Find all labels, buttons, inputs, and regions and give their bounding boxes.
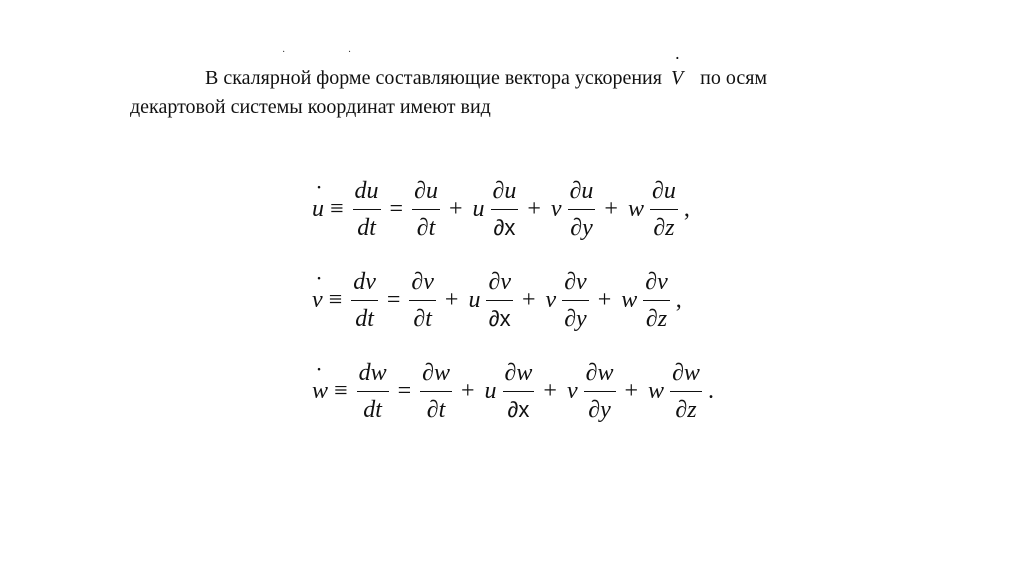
lhs-dot-symbol: ˙ v bbox=[312, 287, 323, 314]
intro-paragraph bbox=[130, 64, 910, 122]
equation-u bbox=[312, 165, 714, 254]
denominator: ∂t bbox=[416, 215, 436, 241]
coefficient: w bbox=[648, 378, 665, 404]
numerator: ∂v bbox=[562, 268, 589, 301]
equals-sign: = bbox=[386, 287, 401, 313]
trailing-punctuation: , bbox=[683, 196, 690, 222]
intro-line-1 bbox=[130, 64, 910, 93]
numerator: ∂v bbox=[643, 268, 670, 301]
numerator: dw bbox=[357, 359, 389, 392]
numerator: ∂u bbox=[491, 177, 519, 210]
denominator: ∂t bbox=[413, 306, 432, 332]
partial-y bbox=[568, 177, 596, 242]
coefficient: w bbox=[627, 196, 644, 222]
equiv-sign: ≡ bbox=[334, 378, 348, 404]
denominator: ∂y bbox=[570, 215, 593, 241]
denominator: ∂x bbox=[493, 215, 516, 240]
scan-specks: · · bbox=[282, 47, 382, 58]
lhs-dot-symbol: ˙ u bbox=[312, 196, 324, 223]
partial-y bbox=[584, 359, 616, 424]
numerator: du bbox=[353, 177, 381, 210]
partial-x bbox=[503, 359, 535, 424]
coefficient: u bbox=[468, 287, 481, 313]
intro-text-after: по осям bbox=[700, 67, 768, 89]
partial-t bbox=[420, 359, 452, 424]
numerator: ∂u bbox=[568, 177, 596, 210]
intro-line-2: декартовой системы координат имеют вид bbox=[130, 96, 491, 118]
partial-x bbox=[491, 177, 519, 242]
equiv-sign: ≡ bbox=[330, 196, 344, 222]
denominator: dt bbox=[355, 306, 374, 332]
coefficient: w bbox=[621, 287, 638, 313]
total-derivative bbox=[351, 268, 378, 333]
coefficient: u bbox=[472, 196, 485, 222]
denominator: ∂z bbox=[675, 397, 697, 423]
coefficient: v bbox=[550, 196, 562, 222]
coefficient: v bbox=[545, 287, 557, 313]
equals-sign: = bbox=[397, 378, 412, 404]
numerator: ∂w bbox=[503, 359, 535, 392]
trailing-punctuation: , bbox=[675, 287, 682, 313]
partial-x bbox=[486, 268, 513, 333]
partial-y bbox=[562, 268, 589, 333]
equation-v bbox=[312, 256, 714, 345]
numerator: ∂w bbox=[584, 359, 616, 392]
total-derivative bbox=[353, 177, 381, 242]
numerator: ∂v bbox=[486, 268, 513, 301]
partial-t bbox=[412, 177, 440, 242]
intro-text-before: В скалярной форме составляющие вектора ускорения bbox=[205, 67, 662, 89]
numerator: ∂v bbox=[409, 268, 436, 301]
denominator: ∂x bbox=[507, 397, 530, 422]
partial-z bbox=[670, 359, 702, 424]
equiv-sign: ≡ bbox=[328, 287, 343, 313]
numerator: ∂u bbox=[650, 177, 678, 210]
equation-block bbox=[312, 165, 714, 436]
vector-v-dot: ˙ V bbox=[671, 64, 683, 93]
equation-w bbox=[312, 347, 714, 436]
coefficient: v bbox=[566, 378, 578, 404]
partial-z bbox=[650, 177, 678, 242]
denominator: ∂z bbox=[653, 215, 675, 241]
plus-sign: + bbox=[461, 378, 475, 404]
denominator: ∂t bbox=[426, 397, 446, 423]
partial-z bbox=[643, 268, 670, 333]
plus-sign: + bbox=[448, 196, 463, 222]
partial-t bbox=[409, 268, 436, 333]
coefficient: u bbox=[484, 378, 497, 404]
total-derivative bbox=[357, 359, 389, 424]
plus-sign: + bbox=[521, 287, 536, 313]
denominator: ∂y bbox=[564, 306, 587, 332]
numerator: dv bbox=[351, 268, 378, 301]
plus-sign: + bbox=[624, 378, 639, 404]
plus-sign: + bbox=[543, 378, 557, 404]
plus-sign: + bbox=[604, 196, 618, 222]
numerator: ∂w bbox=[670, 359, 702, 392]
numerator: ∂w bbox=[420, 359, 452, 392]
denominator: ∂x bbox=[488, 306, 511, 331]
denominator: dt bbox=[363, 397, 382, 423]
equals-sign: = bbox=[389, 196, 404, 222]
plus-sign: + bbox=[597, 287, 612, 313]
numerator: ∂u bbox=[412, 177, 440, 210]
trailing-punctuation: . bbox=[707, 378, 714, 404]
lhs-dot-symbol: ˙ w bbox=[312, 378, 328, 405]
denominator: dt bbox=[357, 215, 376, 241]
denominator: ∂z bbox=[645, 306, 668, 332]
denominator: ∂y bbox=[588, 397, 611, 423]
plus-sign: + bbox=[444, 287, 459, 313]
plus-sign: + bbox=[527, 196, 541, 222]
